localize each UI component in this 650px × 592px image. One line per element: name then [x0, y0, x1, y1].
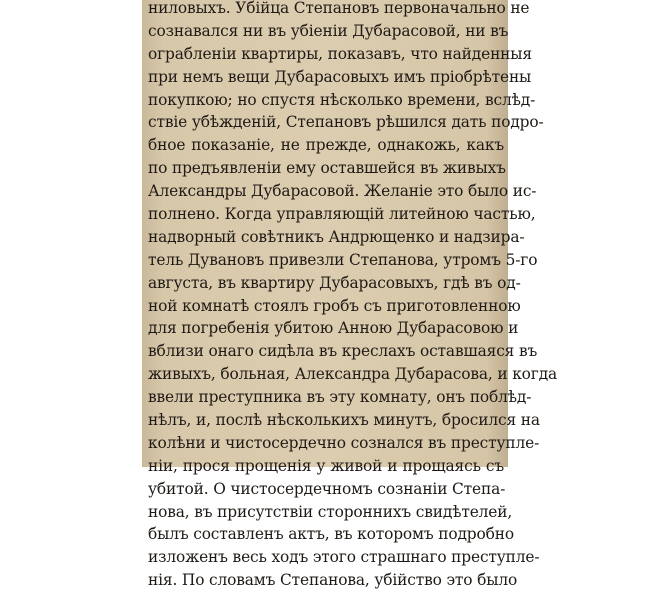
- text-line: ствіе убѣжденій, Степановъ рѣшился дать подро-: [148, 113, 544, 132]
- text-line: изложенъ весь ходъ этого страшнаго преступле-: [148, 548, 540, 567]
- text-line: полнено. Когда управляющій литейною частью,: [148, 205, 536, 224]
- text-line: покупкою; но спустя нѣсколько времени, вслѣд-: [148, 90, 536, 109]
- article-text: [148, 0, 558, 592]
- text-line: убитой. О чистосердечномъ сознаніи Степа-: [148, 479, 506, 498]
- text-line: вблизи онаго сидѣла въ креслахъ оставшаяся въ: [148, 342, 538, 361]
- text-line: ниловыхъ. Убійца Степановъ первоначально не: [148, 0, 530, 17]
- text-line: Александры Дубарасовой. Желаніе это было ис-: [148, 182, 537, 201]
- text-line: ніи, прося прощенія у живой и прощаясь съ: [148, 456, 504, 475]
- text-line: нія. По словамъ Степанова, убійство это было: [148, 571, 518, 590]
- text-line: при немъ вещи Дубарасовыхъ имъ пріобрѣтены: [148, 67, 532, 86]
- text-line: живыхъ, больная, Александра Дубарасова, и когда: [148, 365, 558, 384]
- text-line: нова, въ присутствіи стороннихъ свидѣтелей,: [148, 502, 513, 521]
- text-line: ной комнатѣ стоялъ гробъ съ приготовленною: [148, 296, 521, 315]
- text-line: ограбленіи квартиры, показавъ, что найденныя: [148, 44, 532, 63]
- text-line: нѣлъ, и, послѣ нѣсколькихъ минутъ, бросился на: [148, 411, 540, 430]
- text-line: августа, въ квартиру Дубарасовыхъ, гдѣ въ од-: [148, 273, 521, 292]
- text-line: тель Дувановъ привезли Степанова, утромъ 5-го: [148, 250, 538, 269]
- text-line: надворный совѣтникъ Андрющенко и надзира-: [148, 227, 525, 246]
- text-line: сознавался ни въ убіеніи Дубарасовой, ни въ: [148, 21, 509, 40]
- text-line: бное показаніе, не прежде, однакожь, какъ: [148, 136, 504, 155]
- text-line: ввели преступника въ эту комнату, онъ поблѣд-: [148, 388, 532, 407]
- text-line: для погребенія убитою Анною Дубарасовою и: [148, 319, 519, 338]
- text-line: былъ составленъ актъ, въ которомъ подробно: [148, 525, 514, 544]
- newspaper-page: [142, 0, 558, 590]
- text-line: колѣни и чистосердечно сознался въ преступле-: [148, 433, 540, 452]
- text-line: по предъявленіи ему оставшейся въ живыхъ: [148, 159, 506, 178]
